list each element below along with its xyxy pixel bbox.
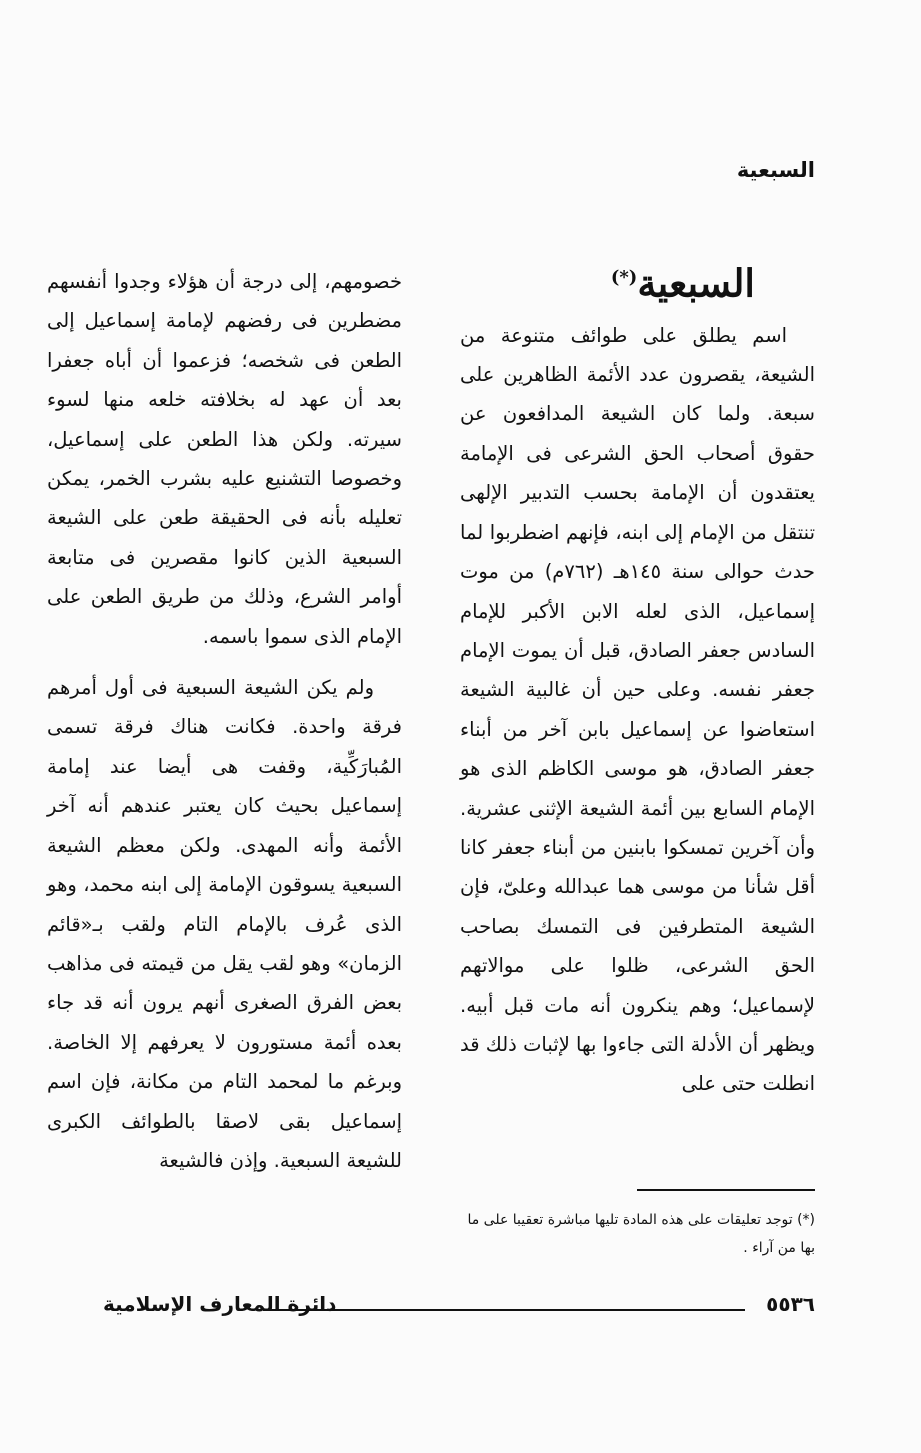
footnote: (*) توجد تعليقات على هذه المادة تليها مباشرة تعقيبا على ما بها من آراء . <box>467 1212 815 1256</box>
right-column <box>460 250 815 1104</box>
left-column <box>47 262 402 1180</box>
article-title <box>460 250 815 312</box>
left-column-paragraph-2: ولم يكن الشيعة السبعية فى أول أمرهم فرقة واحدة. فكانت هناك فرقة تسمى المُبارَكِّية، وقفت هى أيضا عند إمامة إسماعيل بحيث كان يعتبر عندهم أنه آخر الأئمة وأنه المهدى. ولكن معظم الشيعة السبعية يسوقون الإمامة إلى ابنه محمد، وهو الذى عُرف بالإمام التام ولقب بـ«قائم الزمان» وهو لقب يقل من قيمته فى مذاهب بعض الفرق الصغرى أنهم يرون أنه قد جاء بعده أئمة مستورون لا يعرفهم إلا الخاصة. وبرغم ما لمحمد التام من مكانة، فإن اسم إسماعيل بقى لاصقا بالطوائف الكبرى للشيعة السبعية. وإذن فالشيعة <box>47 676 402 1172</box>
footnote-divider <box>637 1189 815 1191</box>
page-number: ٥٥٣٦ <box>766 1292 815 1316</box>
right-column-paragraph: اسم يطلق على طوائف متنوعة من الشيعة، يقصرون عدد الأئمة الظاهرين على سبعة. ولما كان الشيعة المدافعون عن حقوق أصحاب الحق الشرعى فى الإمامة يعتقدون أن الإمامة بحسب التدبير الإلهى تنتقل من الإمام إلى ابنه، فإنهم اضطربوا لما حدث حوالى سنة ١٤٥هـ (٧٦٢م) من موت إسماعيل، الذى لعله الابن الأكبر للإمام السادس جعفر الصادق، قبل أن يموت الإمام جعفر نفسه. وعلى حين أن غالبية الشيعة استعاضوا عن إسماعيل بابن آخر من أبناء جعفر الصادق، هو موسى الكاظم الذى هو الإمام السابع بين أئمة الشيعة الإثنى عشرية. وأن آخرين تمسكوا بابنين من أبناء جعفر كانا أقل شأنا من موسى هما عبدالله وعلىّ، فإن الشيعة المتطرفين فى التمسك بصاحب الحق الشرعى، ظلوا على موالاتهم لإسماعيل؛ وهم ينكرون أنه مات قبل أبيه. ويظهر أن الأدلة التى جاءوا بها لإثبات ذلك قد انطلت حتى على <box>460 323 815 1096</box>
article-title-text: السبعية <box>637 260 755 306</box>
encyclopedia-name: دائرة المعارف الإسلامية <box>103 1292 337 1316</box>
article-title-footnote-mark: (*) <box>610 267 638 288</box>
left-column-paragraph-1: خصومهم، إلى درجة أن هؤلاء وجدوا أنفسهم مضطرين فى رفضهم لإمامة إسماعيل إلى الطعن فى شخصه؛ فزعموا أن أباه جعفرا بعد أن عهد له بخلافته خلعه منها لسوء سيرته. ولكن هذا الطعن على إسماعيل، وخصوصا التشنيع عليه بشرب الخمر، يمكن تعليله بأنه فى الحقيقة طعن على الشيعة السبعية الذين كانوا مقصرين فى متابعة أوامر الشرع، وذلك من طريق الطعن على الإمام الذى سموا باسمه. <box>47 270 402 648</box>
running-head: السبعية <box>736 158 815 182</box>
page-footer <box>103 1292 815 1328</box>
